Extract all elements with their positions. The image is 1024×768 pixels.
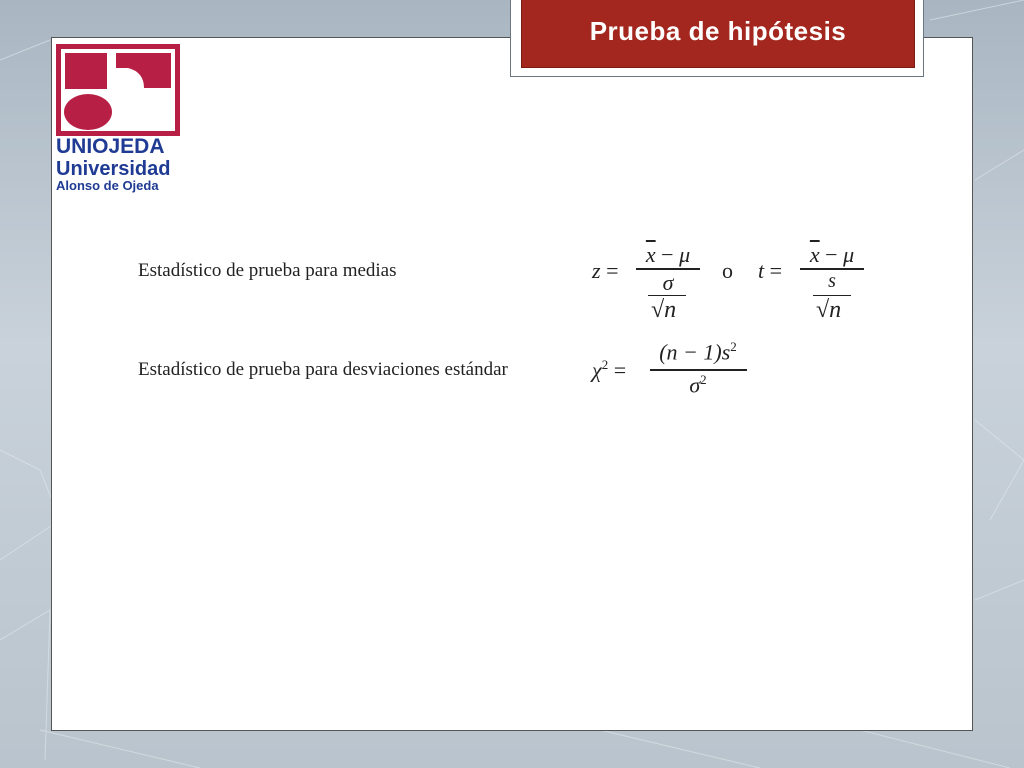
- slide-title: Prueba de hipótesis: [589, 16, 847, 46]
- logo-text-uniojeda: UNIOJEDA: [56, 135, 165, 158]
- logo-text-universidad: Universidad: [56, 158, 171, 180]
- z-sqrt: √n: [651, 297, 677, 323]
- z-numerator: $\overline{x} - \mu$: [645, 242, 691, 267]
- chi-denominator: $\sigma^2$: [689, 372, 707, 398]
- title-frame: [510, 0, 924, 77]
- logo-text-alonso: Alonso de Ojeda: [56, 178, 159, 193]
- chi-numerator: $(n - 1)s^2$: [659, 339, 737, 365]
- t-sqrt: √n: [816, 297, 842, 323]
- slide-content: [51, 37, 973, 731]
- title-banner: [521, 0, 915, 68]
- label-desviaciones: Estadístico de prueba para desviaciones estándar: [138, 359, 508, 380]
- chi-fraction-bar: [650, 369, 747, 371]
- uniojeda-logo: [56, 44, 180, 194]
- label-medias: Estadístico de prueba para medias: [138, 260, 397, 281]
- or-separator: o: [722, 258, 733, 283]
- logo-mark: [56, 44, 180, 136]
- z-lhs: z =: [592, 258, 619, 283]
- z-sub-fraction-bar: [648, 295, 686, 296]
- chi-lhs: $\chi^2$ =: [592, 357, 627, 383]
- t-lhs: t =: [758, 258, 783, 283]
- t-sub-fraction-bar: [813, 295, 851, 296]
- z-denominator-sigma: σ: [662, 270, 674, 295]
- t-denominator-s: s: [828, 270, 836, 292]
- t-numerator: $\overline{x} - \mu$: [809, 242, 855, 267]
